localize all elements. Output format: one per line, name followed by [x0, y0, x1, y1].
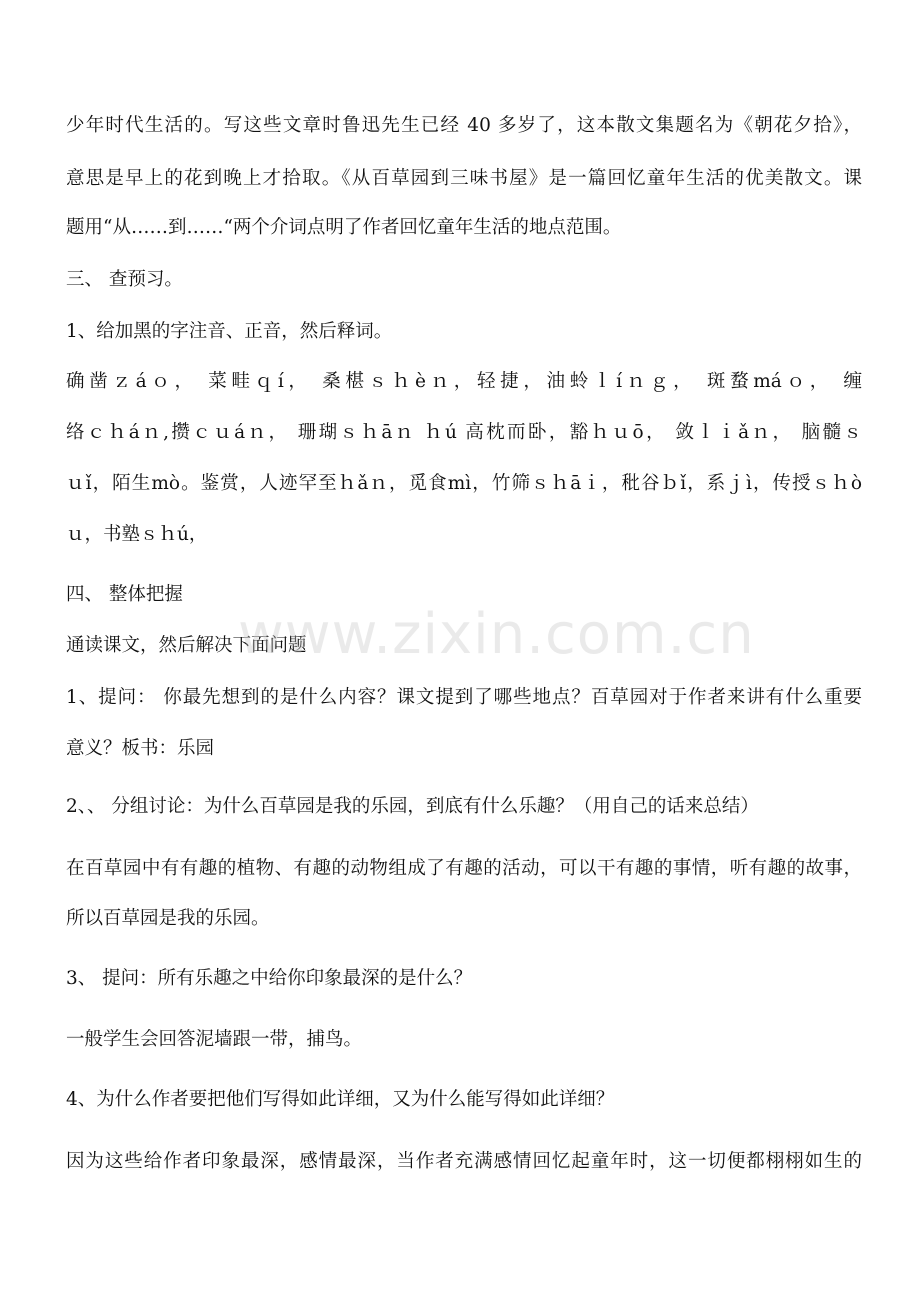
section-heading-4: 四、 整体把握 [66, 584, 183, 605]
pinyin-line-4: ｕ，书塾ｓｈú， [66, 524, 208, 545]
question-1-heading: 1、给加黑的字注音、正音，然后释词。 [66, 321, 393, 342]
answer-4-line-1: 因为这些给作者印象最深，感情最深，当作者充满感情回忆起童年时，这一切便都栩栩如生的 [66, 1151, 862, 1172]
question-4-line: 4、为什么作者要把他们写得如此详细，又为什么能写得如此详细？ [66, 1089, 615, 1110]
answer-3-line: 一般学生会回答泥墙跟一带，捕鸟。 [66, 1029, 363, 1050]
pinyin-line-2: 络ｃｈáｎ,攒ｃｕáｎ， 珊瑚ｓｈāｎ ｈú 高枕而卧，豁ｈｕō， 敛ｌｉǎｎ， 脑髓ｓ [66, 422, 862, 443]
section-heading-3: 三、 查预习。 [66, 269, 183, 290]
instruction-line: 通读课文，然后解决下面问题 [66, 635, 307, 656]
watermark: www.zixin.com.cn [238, 602, 755, 667]
question-1-line-2: 意义？板书：乐园 [66, 738, 215, 759]
pinyin-line-3: ｕǐ，陌生mò。鉴赏，人迹罕至ｈǎｎ，觅食mì，竹筛ｓｈāｉ，秕谷ｂǐ，系ｊì，传授ｓｈò [66, 473, 862, 494]
question-3-line: 3、 提问：所有乐趣之中给你印象最深的是什么？ [66, 968, 473, 989]
question-2-line: 2、、 分组讨论：为什么百草园是我的乐园，到底有什么乐趣？（用自己的话来总结） [66, 796, 759, 817]
answer-2-line-2: 所以百草园是我的乐园。 [66, 908, 270, 929]
paragraph-line-3: 题用“从……到……“两个介词点明了作者回忆童年生活的地点范围。 [66, 217, 622, 238]
paragraph-line-2: 意思是早上的花到晚上才拾取。《从百草园到三味书屋》是一篇回忆童年生活的优美散文。课 [66, 168, 862, 189]
pinyin-line-1: 确凿ｚáｏ， 菜畦ｑí， 桑椹ｓｈèｎ，轻捷，油蛉ｌíｎｇ， 斑蝥máｏ， 缠 [66, 371, 862, 392]
paragraph-line-1: 少年时代生活的。写这些文章时鲁迅先生已经 40 多岁了，这本散文集题名为《朝花夕拾》， [66, 115, 862, 136]
question-1-line-1: 1、提问： 你最先想到的是什么内容？课文提到了哪些地点？百草园对于作者来讲有什么重要 [66, 687, 862, 708]
answer-2-line-1: 在百草园中有有趣的植物、有趣的动物组成了有趣的活动，可以干有趣的事情，听有趣的故事， [66, 858, 862, 879]
